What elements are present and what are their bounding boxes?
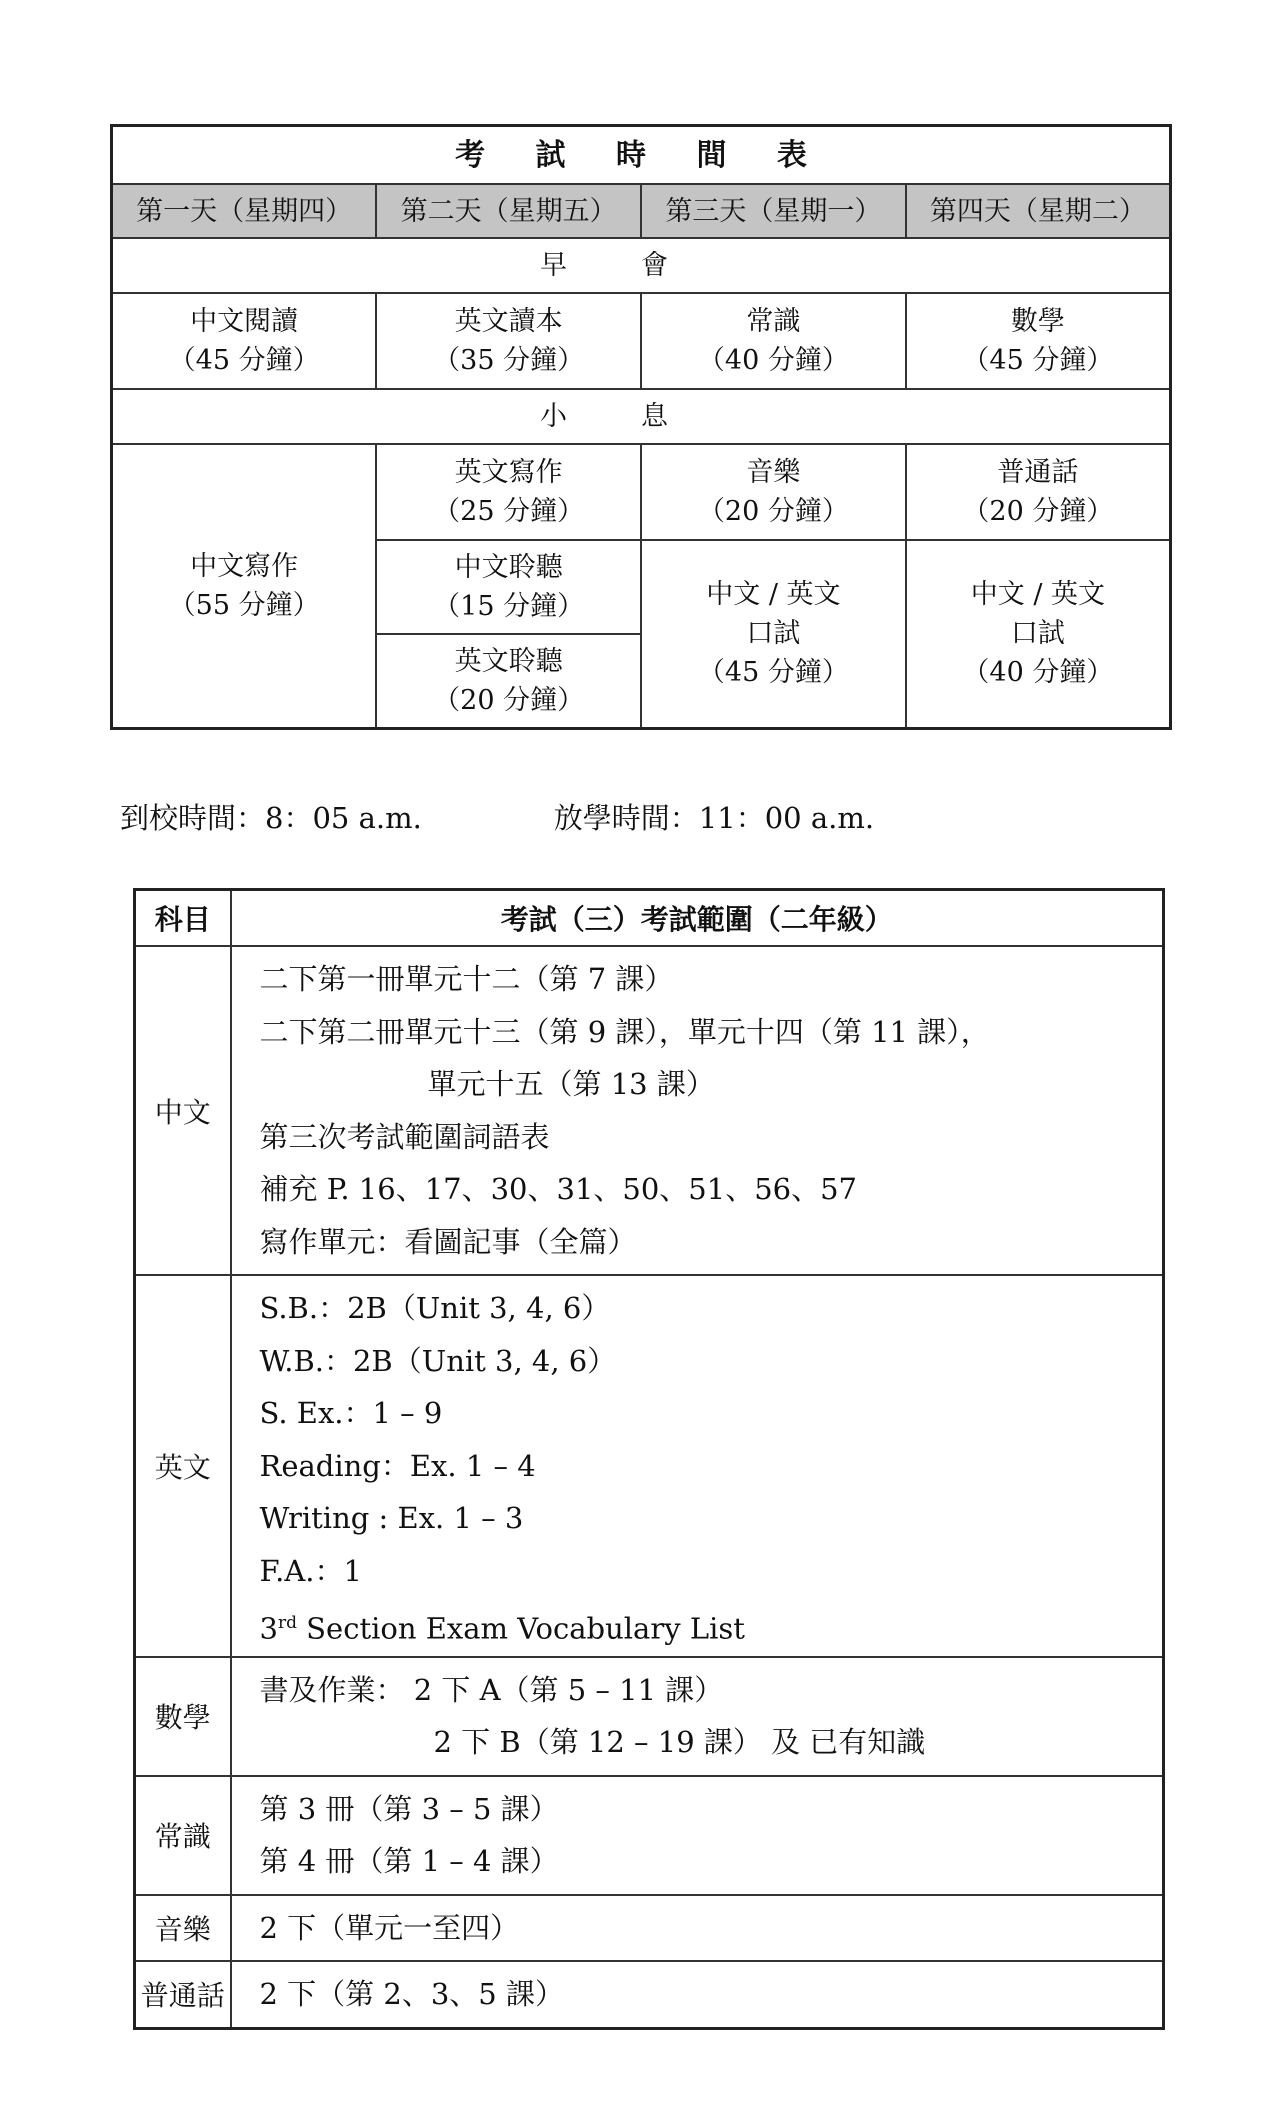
scope-line: S.B.：2B（Unit 3, 4, 6） bbox=[259, 1291, 611, 1325]
exam-scope-table bbox=[133, 888, 1165, 2030]
scope-line: 2 下 B（第 12 – 19 課） 及 已有知識 bbox=[433, 1725, 926, 1759]
vocabulary-list-line bbox=[260, 1597, 1163, 1650]
scope-line: 2 下（單元一至四） bbox=[259, 1910, 520, 1945]
day-4-session-1 bbox=[906, 293, 1171, 389]
subject-english: 英文 bbox=[135, 1275, 231, 1657]
exam-timetable bbox=[110, 124, 1172, 730]
scope-row-chinese bbox=[135, 946, 1164, 1275]
scope-row-english bbox=[135, 1275, 1164, 1657]
vocab-text: Section Exam Vocabulary List bbox=[296, 1611, 745, 1646]
scope-line: 寫作單元：看圖記事（全篇） bbox=[259, 1224, 637, 1259]
music-scope bbox=[231, 1895, 1164, 1962]
english-scope bbox=[231, 1275, 1164, 1657]
day-2-session-2 bbox=[376, 444, 641, 540]
scope-line: F.A.：1 bbox=[259, 1553, 362, 1588]
scope-line: W.B.：2B（Unit 3, 4, 6） bbox=[259, 1343, 617, 1378]
scope-line: 二下第二冊單元十三（第 9 課），單元十四（第 11 課）， bbox=[259, 1014, 990, 1049]
scope-line: Writing : Ex. 1 – 3 bbox=[259, 1501, 524, 1535]
math-scope bbox=[231, 1657, 1164, 1776]
scope-row-putonghua bbox=[135, 1961, 1164, 2028]
school-times bbox=[120, 796, 874, 837]
chinese-scope bbox=[231, 946, 1164, 1275]
day-2-session-4 bbox=[376, 634, 641, 728]
scope-line: 單元十五（第 13 課） bbox=[427, 1067, 715, 1101]
cell-text: 英文讀本 （35 分鐘） bbox=[433, 306, 585, 376]
scope-line: 二下第一冊單元十二（第 7 課） bbox=[259, 962, 674, 996]
cell-text: 中文聆聽 （15 分鐘） bbox=[433, 552, 585, 622]
day-2-header: 第二天（星期五） bbox=[376, 184, 641, 238]
dismissal-time: 放學時間：11：00 a.m. bbox=[553, 801, 875, 835]
subject-general-studies: 常識 bbox=[135, 1776, 231, 1895]
cell-text: 英文聆聽 （20 分鐘） bbox=[433, 645, 585, 716]
putonghua-scope bbox=[231, 1961, 1164, 2028]
cell-text: 中文閱讀 （45 分鐘） bbox=[168, 306, 320, 376]
general-studies-scope bbox=[231, 1776, 1164, 1895]
day-3-session-2 bbox=[641, 444, 906, 540]
day-2-session-3 bbox=[376, 540, 641, 634]
day-3-oral-exam bbox=[641, 540, 906, 728]
scope-row-general-studies bbox=[135, 1776, 1164, 1895]
day-4-oral-exam bbox=[906, 540, 1171, 728]
cell-text: 數學 （45 分鐘） bbox=[962, 306, 1114, 376]
vocab-number: 3 bbox=[259, 1611, 278, 1646]
day-3-session-1 bbox=[641, 293, 906, 389]
scope-line: 第 3 冊（第 3 – 5 課） bbox=[259, 1791, 559, 1826]
subject-putonghua: 普通話 bbox=[135, 1961, 231, 2028]
scope-row-music bbox=[135, 1895, 1164, 1962]
scope-line: 2 下（第 2、3、5 課） bbox=[259, 1977, 564, 2011]
morning-assembly-row: 早會 bbox=[112, 238, 1171, 293]
cell-text: 常識 （40 分鐘） bbox=[697, 306, 849, 376]
cell-text: 普通話 （20 分鐘） bbox=[962, 457, 1114, 527]
day-4-header: 第四天（星期二） bbox=[906, 184, 1171, 238]
vocab-ordinal-suffix: rd bbox=[277, 1613, 297, 1633]
cell-text: 英文寫作 （25 分鐘） bbox=[433, 457, 585, 527]
day-2-session-1 bbox=[376, 293, 641, 389]
scope-line: 第三次考試範圍詞語表 bbox=[259, 1119, 550, 1154]
day-3-header: 第三天（星期一） bbox=[641, 184, 906, 238]
day-1-session-2 bbox=[112, 444, 377, 728]
cell-text: 中文 / 英文 口試 （40 分鐘） bbox=[962, 579, 1114, 689]
scope-column-header: 考試（三）考試範圍（二年級） bbox=[231, 890, 1164, 947]
arrival-time: 到校時間：8：05 a.m. bbox=[120, 801, 422, 835]
scope-line: Reading：Ex. 1 – 4 bbox=[259, 1448, 536, 1483]
scope-line: 書及作業： 2 下 A（第 5 – 11 課） bbox=[259, 1672, 724, 1707]
day-1-session-1 bbox=[112, 293, 377, 389]
scope-line: 補充 P. 16、17、30、31、50、51、56、57 bbox=[259, 1172, 858, 1206]
recess-row: 小息 bbox=[112, 389, 1171, 444]
subject-music: 音樂 bbox=[135, 1895, 231, 1962]
cell-text: 中文寫作 （55 分鐘） bbox=[168, 550, 320, 621]
day-1-header: 第一天（星期四） bbox=[112, 184, 377, 238]
day-4-session-2 bbox=[906, 444, 1171, 540]
subject-math: 數學 bbox=[135, 1657, 231, 1776]
scope-line: S. Ex.：1 – 9 bbox=[259, 1396, 443, 1430]
subject-chinese: 中文 bbox=[135, 946, 231, 1275]
subject-column-header: 科目 bbox=[135, 890, 231, 947]
timetable-title: 考 試 時 間 表 bbox=[112, 126, 1171, 185]
cell-text: 音樂 （20 分鐘） bbox=[697, 457, 849, 527]
cell-text: 中文 / 英文 口試 （45 分鐘） bbox=[697, 579, 849, 689]
scope-row-math bbox=[135, 1657, 1164, 1776]
scope-line: 第 4 冊（第 1 – 4 課） bbox=[259, 1844, 559, 1878]
